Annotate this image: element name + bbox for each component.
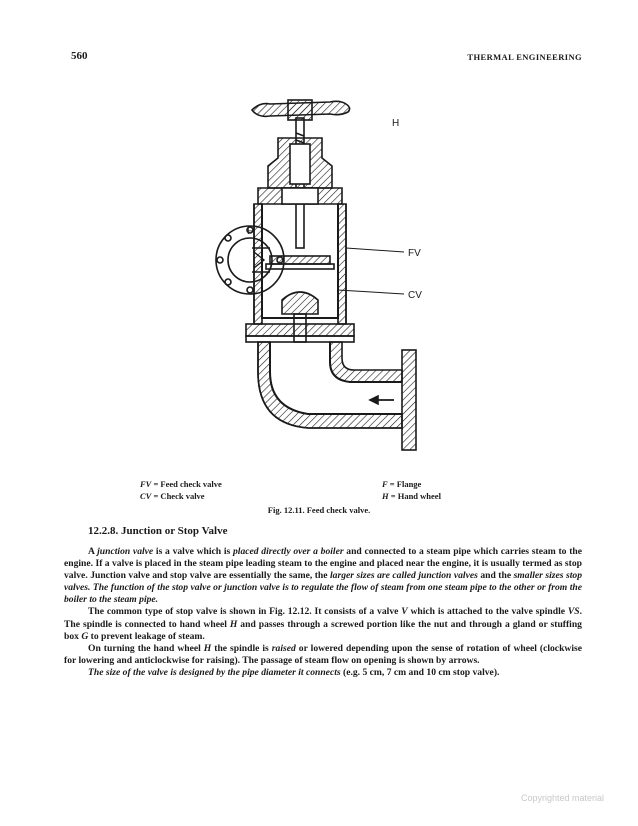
figure-caption: Fig. 12.11. Feed check valve. [267, 505, 371, 515]
legend-left [140, 478, 222, 502]
label-cv: CV [408, 290, 422, 301]
legend-right [382, 478, 441, 502]
hand-wheel-drawing [252, 100, 350, 120]
label-h: H [392, 118, 400, 129]
feed-check-valve-figure [170, 88, 470, 468]
running-head: THERMAL ENGINEERING [467, 52, 582, 62]
paragraph-2: The common type of stop valve is shown in Fig. 12.12. It consists of a valve V which is attached to the valve spindle VS. The spindle is connected to hand wheel H and passes through a screwed portion like the nut and through a gland or stuffing box G to prevent leakage of steam. [64, 606, 582, 642]
section-heading: 12.2.8. Junction or Stop Valve [88, 525, 228, 537]
legend-item-cv: CV = Check valve [140, 491, 205, 501]
paragraph-1: A junction valve is a valve which is placed directly over a boiler and connected to a steam pipe which carries steam to the engine. If a valve is placed in the steam pipe leading steam to the engine and placed near the engine, it is usually termed as stop valve. Junction valve and stop valve are essentially the same, the larger sizes are called junction valves and the smaller sizes stop valves. The function of the stop valve or junction valve is to regulate the flow of steam from one steam pipe to the other or from the boiler to the steam pipe. [64, 546, 582, 606]
paragraph-3: On turning the hand wheel H the spindle is raised or lowered depending upon the sense of rotation of wheel (clockwise for lowering and anticlockwise for raising). The passage of steam flow on opening is shown by arrows. [64, 642, 582, 666]
legend-item-h: H = Hand wheel [382, 491, 441, 501]
legend-item-f: F = Flange [382, 479, 422, 489]
body-text [64, 546, 582, 679]
page-number: 560 [71, 50, 88, 62]
paragraph-4: The size of the valve is designed by the pipe diameter it connects (e.g. 5 cm, 7 cm and 10 cm stop valve). [88, 666, 500, 678]
label-fv: FV [408, 248, 421, 259]
label-f: F [247, 226, 254, 237]
watermark: Copyrighted material [520, 793, 604, 803]
bonnet-drawing [258, 138, 342, 204]
legend-item-fv: FV = Feed check valve [140, 479, 222, 489]
elbow-pipe-drawing [258, 342, 416, 450]
